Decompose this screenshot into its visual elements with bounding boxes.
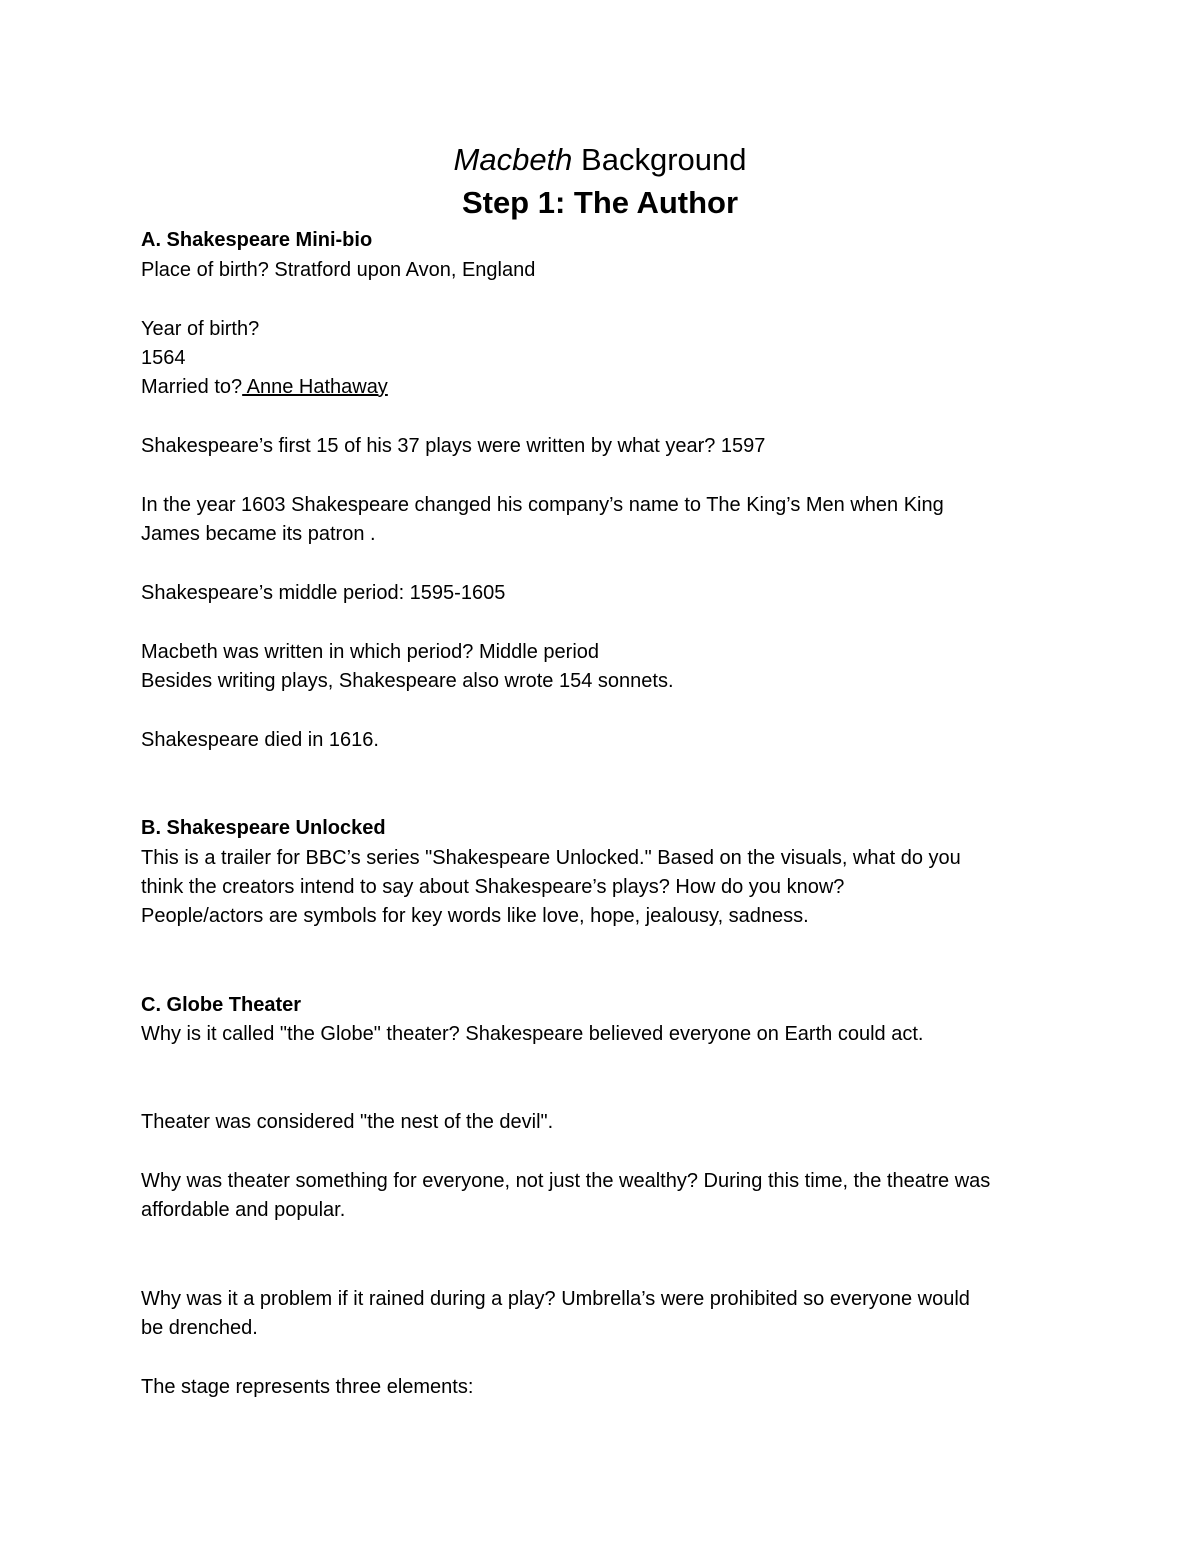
- rain-line-2: be drenched.: [141, 1317, 258, 1339]
- birth-year-question: Year of birth?: [141, 318, 260, 340]
- macbeth-period-line: Macbeth was written in which period? Middle period: [141, 641, 600, 663]
- sonnets-line: Besides writing plays, Shakespeare also wrote 154 sonnets.: [141, 670, 674, 692]
- title-rest: Background: [572, 142, 747, 177]
- trailer-line-2: think the creators intend to say about Shakespeare’s plays? How do you know?: [141, 876, 845, 898]
- kings-men-line-2: James became its patron .: [141, 523, 376, 545]
- birthplace-line: Place of birth? Stratford upon Avon, England: [141, 259, 536, 281]
- trailer-answer: People/actors are symbols for key words like love, hope, jealousy, sadness.: [141, 905, 809, 927]
- document-title: [0, 140, 1200, 180]
- plays-year-line: Shakespeare’s first 15 of his 37 plays were written by what year? 1597: [141, 435, 766, 457]
- stage-elements-line: The stage represents three elements:: [141, 1376, 474, 1398]
- middle-period-line: Shakespeare’s middle period: 1595-1605: [141, 582, 506, 604]
- death-year-line: Shakespeare died in 1616.: [141, 729, 379, 751]
- everyone-line-2: affordable and popular.: [141, 1199, 346, 1221]
- married-line: [141, 374, 388, 400]
- section-c-heading: C. Globe Theater: [141, 994, 302, 1016]
- trailer-line-1: This is a trailer for BBC’s series "Shakespeare Unlocked." Based on the visuals, what do you: [141, 847, 961, 869]
- section-a-heading: A. Shakespeare Mini-bio: [141, 229, 373, 251]
- globe-name-line: Why is it called "the Globe" theater? Shakespeare believed everyone on Earth could act.: [141, 1023, 924, 1045]
- birth-year-answer: 1564: [141, 347, 186, 369]
- title-play-name: Macbeth: [453, 142, 573, 177]
- married-answer: Anne Hathaway: [242, 376, 388, 398]
- rain-line-1: Why was it a problem if it rained during a play? Umbrella’s were prohibited so everyone would: [141, 1288, 970, 1310]
- everyone-line-1: Why was theater something for everyone, not just the wealthy? During this time, the theatre was: [141, 1170, 991, 1192]
- married-question: Married to?: [141, 376, 243, 398]
- section-b-heading: B. Shakespeare Unlocked: [141, 817, 386, 839]
- document-subtitle: Step 1: The Author: [461, 185, 739, 220]
- devil-nest-line: Theater was considered "the nest of the devil".: [141, 1111, 554, 1133]
- kings-men-line-1: In the year 1603 Shakespeare changed his company’s name to The King’s Men when King: [141, 494, 944, 516]
